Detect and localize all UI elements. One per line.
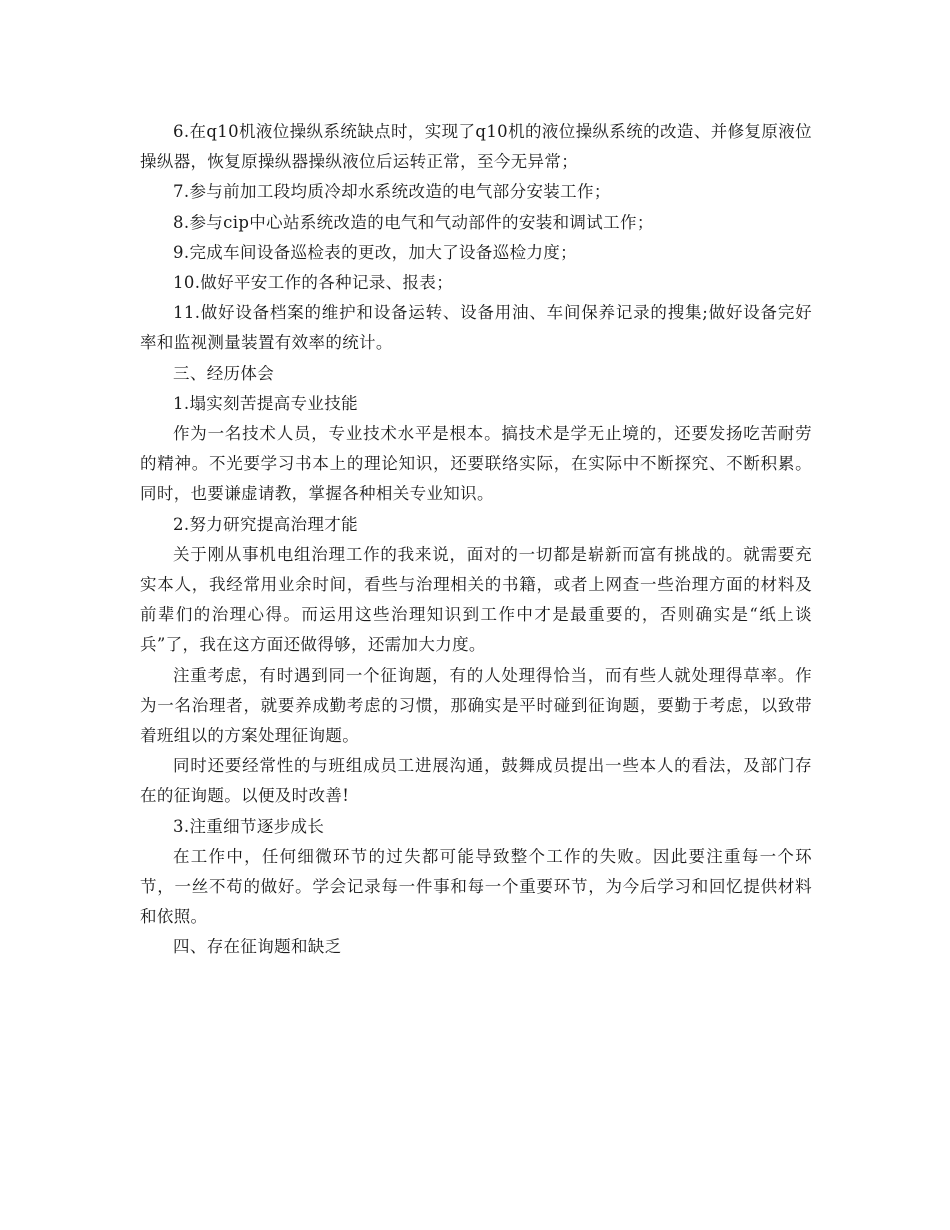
paragraph-item-7: 7.参与前加工段均质冷却水系统改造的电气部分安装工作； (173, 182, 611, 202)
paragraph-item-6: 6.在q10机液位操纵系统缺点时，实现了q10机的液位操纵系统的改造、并修复原液位操纵器，恢复原操纵器操纵液位后运转正常，至今无异常； (140, 122, 812, 172)
paragraph-item-11: 11.做好设备档案的维护和设备运转、设备用油、车间保养记录的搜集;做好设备完好率和监视测量装置有效率的统计。 (140, 303, 812, 353)
subheading-professional-skills: 1.塌实刻苦提高专业技能 (173, 393, 358, 413)
paragraph-communication: 同时还要经常性的与班组成员工进展沟通，鼓舞成员提出一些本人的看法，及部门存在的征询题。以便及时改善! (140, 756, 812, 806)
subheading-details: 3.注重细节逐步成长 (173, 816, 325, 836)
section-heading-experience: 三、经历体会 (173, 363, 275, 383)
paragraph-item-8: 8.参与cip中心站系统改造的电气和气动部件的安装和调试工作； (173, 212, 654, 232)
paragraph-professional-skills: 作为一名技术人员，专业技术水平是根本。搞技术是学无止境的，还要发扬吃苦耐劳的精神。不光要学习书本上的理论知识，还要联络实际，在实际中不断探究、不断积累。同时，也要谦虚请教，掌握各种相关专业知识。 (140, 424, 812, 504)
section-heading-problems: 四、存在征询题和缺乏 (173, 937, 342, 957)
paragraph-item-9: 9.完成车间设备巡检表的更改，加大了设备巡检力度； (173, 242, 577, 262)
document-body (140, 117, 812, 963)
paragraph-item-10: 10.做好平安工作的各种记录、报表； (173, 273, 454, 293)
paragraph-details: 在工作中，任何细微环节的过失都可能导致整个工作的失败。因此要注重每一个环节，一丝不苟的做好。学会记录每一件事和每一个重要环节，为今后学习和回忆提供材料和依照。 (140, 846, 812, 927)
paragraph-thinking: 注重考虑，有时遇到同一个征询题，有的人处理得恰当，而有些人就处理得草率。作为一名治理者，就要养成勤考虑的习惯，那确实是平时碰到征询题，要勤于考虑，以致带着班组以的方案处理征询题。 (140, 665, 812, 746)
subheading-management-ability: 2.努力研究提高治理才能 (173, 514, 358, 534)
paragraph-management-ability: 关于刚从事机电组治理工作的我来说，面对的一切都是崭新而富有挑战的。就需要充实本人，我经常用业余时间，看些与治理相关的书籍，或者上网查一些治理方面的材料及前辈们的治理心得。而运用这些治理知识到工作中才是最重要的，否则确实是“纸上谈兵”了，我在这方面还做得够，还需加大力度。 (140, 544, 812, 655)
